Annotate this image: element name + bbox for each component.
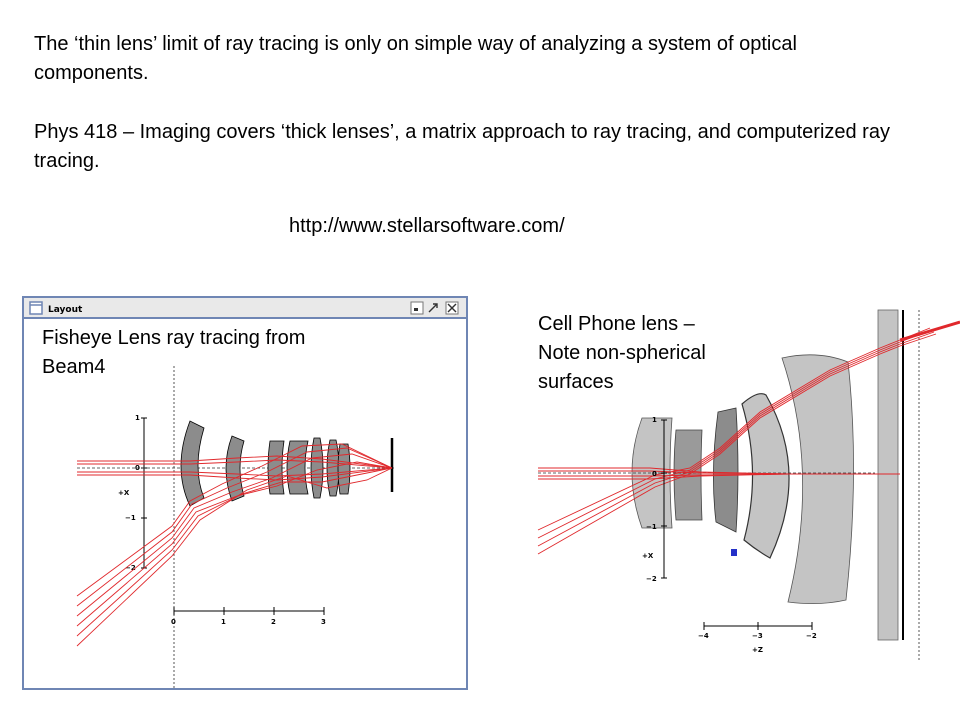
- minimize-icon[interactable]: [411, 302, 423, 314]
- lens-element-5: [311, 438, 323, 498]
- marker-square: [731, 549, 737, 556]
- lens-element-4: [287, 441, 308, 494]
- cellphone-caption-line2: Note non-spherical: [538, 342, 706, 364]
- lens-element-7: [338, 444, 350, 494]
- cell-xtick-m3: −3: [752, 632, 763, 640]
- sensor-glass: [878, 310, 898, 640]
- intro-paragraph: The ‘thin lens’ limit of ray tracing is only on simple way of analyzing a system of optical components.: [34, 33, 797, 84]
- fisheye-xtick-1: 1: [221, 618, 226, 626]
- cell-lens-3: [713, 408, 738, 532]
- cellphone-x-axis: [698, 622, 817, 654]
- window-title: Layout: [48, 305, 83, 315]
- cell-ytick-m1: −1: [646, 523, 657, 531]
- fisheye-xtick-2: 2: [271, 618, 276, 626]
- course-paragraph: Phys 418 – Imaging covers ‘thick lenses’, a matrix approach to ray tracing, and computerized ray tracing.: [34, 121, 890, 172]
- cellphone-caption-line1: Cell Phone lens –: [538, 313, 695, 335]
- fisheye-ytick-1: 1: [135, 414, 140, 422]
- fisheye-layout-window: [22, 296, 468, 690]
- cellphone-caption-line3: surfaces: [538, 371, 614, 393]
- fisheye-axis-label: +X: [118, 489, 130, 497]
- fisheye-caption-line2: Beam4: [42, 356, 106, 378]
- cell-y-axis-label: +X: [642, 552, 654, 560]
- cell-ytick-m2: −2: [646, 575, 657, 583]
- cell-xtick-m2: −2: [806, 632, 817, 640]
- fisheye-xtick-0: 0: [171, 618, 176, 626]
- close-icon[interactable]: [446, 302, 458, 314]
- cell-ytick-1: 1: [652, 416, 657, 424]
- fisheye-ytick-0: 0: [135, 464, 140, 472]
- cell-x-axis-label: +Z: [752, 646, 763, 654]
- window-app-icon: [30, 302, 42, 314]
- fisheye-xtick-3: 3: [321, 618, 326, 626]
- cell-ytick-0: 0: [652, 470, 657, 478]
- cell-lens-4: [742, 394, 789, 558]
- cell-xtick-m4: −4: [698, 632, 709, 640]
- software-url[interactable]: http://www.stellarsoftware.com/: [289, 215, 565, 237]
- cellphone-lens-diagram: [530, 300, 960, 660]
- fisheye-caption-line1: Fisheye Lens ray tracing from: [42, 327, 306, 349]
- fisheye-ytick-m1: −1: [125, 514, 136, 522]
- fisheye-ytick-m2: −2: [125, 564, 136, 572]
